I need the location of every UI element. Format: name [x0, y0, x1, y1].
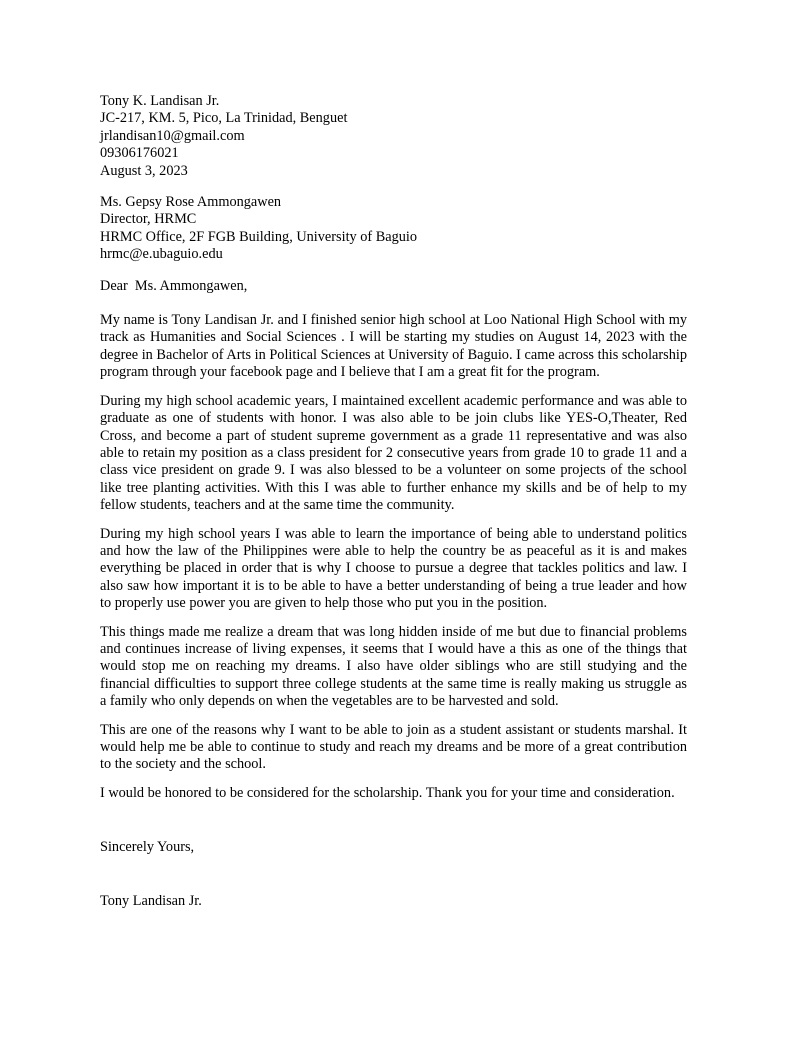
salutation: Dear Ms. Ammongawen,	[100, 277, 248, 294]
letter-paragraph-intro: My name is Tony Landisan Jr. and I finished senior high school at Loo National High School with my track as Humanities and Social Sciences . I will be starting my studies on August 14, 2023 with the degree in Bachelor of Arts in Political Sciences at University of Baguio. I came across this scholarship program through your facebook page and I believe that I am a great fit for the program.	[100, 312, 687, 381]
sender-phone: 09306176021	[100, 145, 179, 162]
recipient-block	[100, 194, 687, 264]
sender-name: Tony K. Landisan Jr.	[100, 93, 220, 109]
recipient-name: Ms. Gepsy Rose Ammongawen	[100, 194, 282, 211]
sender-address: JC-217, KM. 5, Pico, La Trinidad, Benguet	[100, 110, 348, 127]
closing: Sincerely Yours,	[100, 839, 195, 856]
letter-paragraph-academics: During my high school academic years, I maintained excellent academic performance and was able to graduate as one of students with honor. I was also able to be join clubs like YES-O,Theater, Red Cross, and become a part of student supreme government as a grade 11 representative and was also able to retain my position as a class president for 2 consecutive years from grade 10 to grade 11 and a class vice president on grade 9. I was also blessed to be a volunteer on some projects of the school like tree planting activities. With this I was able to further enhance my skills and be of help to my fellow students, teachers and at the same time the community.	[100, 392, 687, 514]
recipient-email: hrmc@e.ubaguio.edu	[100, 246, 223, 263]
recipient-title: Director, HRMC	[100, 211, 197, 228]
letter-content	[100, 93, 687, 910]
signature-name: Tony Landisan Jr.	[100, 892, 202, 909]
letter-paragraph-request: This are one of the reasons why I want to be able to join as a student assistant or students marshal. It would help me be able to continue to study and reach my dreams and be more of a great contribution to the society and the school.	[100, 721, 687, 773]
recipient-address: HRMC Office, 2F FGB Building, University of Baguio	[100, 228, 418, 245]
letter-paragraph-financial: This things made me realize a dream that was long hidden inside of me but due to financial problems and continues increase of living expenses, it seems that I would have a this as one of the things that would stop me on reaching my dreams. I also have older siblings who are still studying and the financial difficulties to support three college students at the same time is really making us struggle as a family who only depends on when the vegetables are to be harvested and sold.	[100, 623, 687, 710]
sender-email: jrlandisan10@gmail.com	[100, 127, 245, 144]
sender-block	[100, 93, 687, 180]
letter-date: August 3, 2023	[100, 162, 188, 179]
letter-paragraph-motivation: During my high school years I was able to learn the importance of being able to understand politics and how the law of the Philippines were able to help the country be as peaceful as it is and makes everything be placed in order that is why I choose to pursue a degree that tackles politics and law. I also saw how important it is to be able to have a better understanding of being a true leader and how to properly use power you are given to help those who put you in the position.	[100, 525, 687, 612]
letter-paragraph-thanks: I would be honored to be considered for the scholarship. Thank you for your time and consideration.	[100, 784, 675, 801]
